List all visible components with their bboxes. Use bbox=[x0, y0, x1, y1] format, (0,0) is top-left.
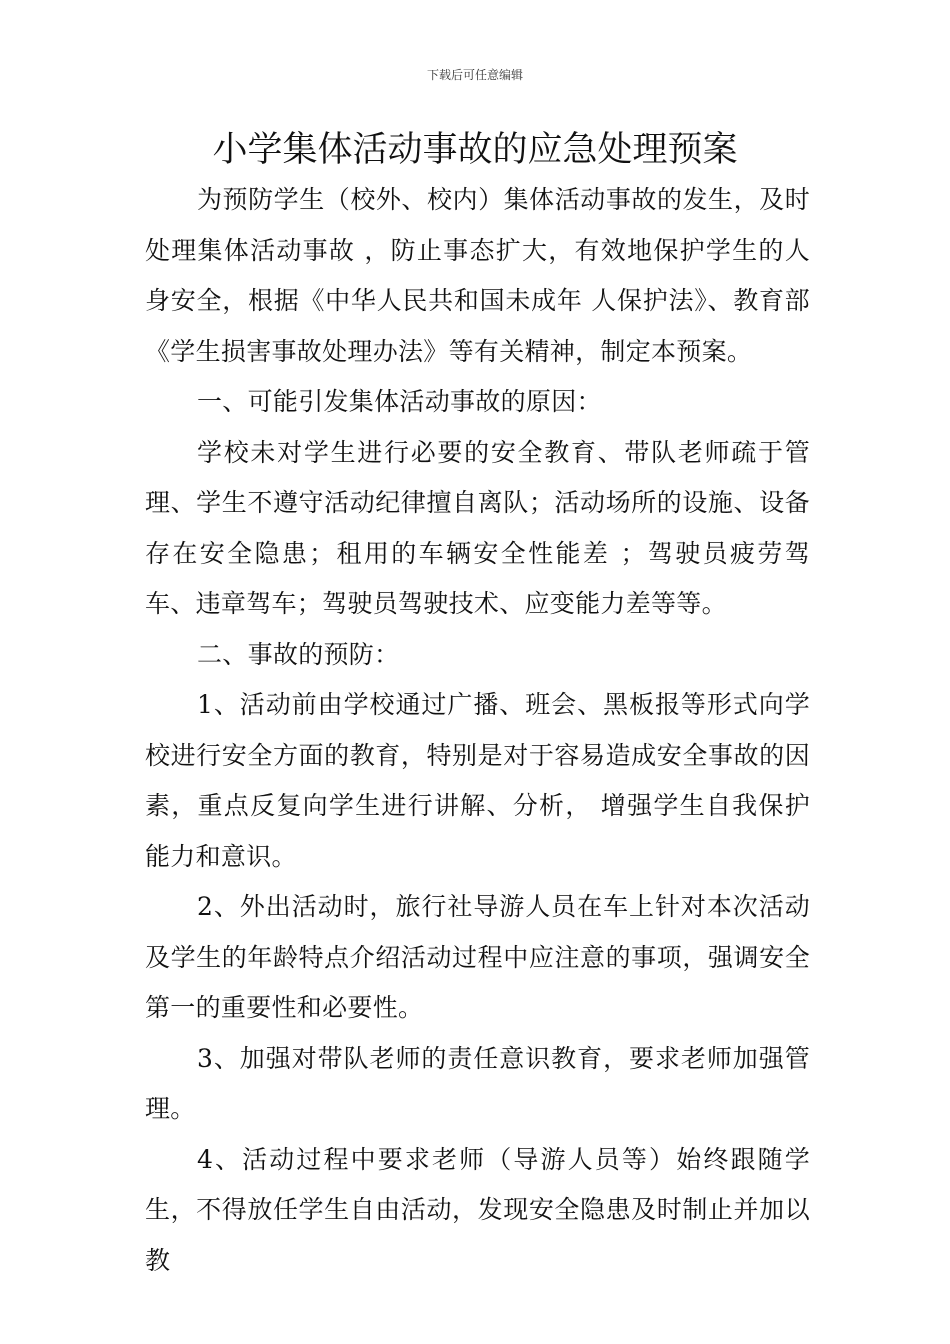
paragraph-prevention-2: 2、外出活动时，旅行社导游人员在车上针对本次活动及学生的年龄特点介绍活动过程中应注意的事项，强调安全第一的重要性和必要性。 bbox=[145, 892, 810, 1022]
document-title: 小学集体活动事故的应急处理预案 bbox=[212, 130, 738, 170]
header-note: 下载后可任意编辑 bbox=[426, 68, 523, 82]
section-heading-prevention: 二、事故的预防： bbox=[197, 639, 400, 669]
paragraph-prevention-4: 4、活动过程中要求老师（导游人员等）始终跟随学生，不得放任学生自由活动，发现安全隐患及时制止并加以教 bbox=[145, 1144, 810, 1275]
section-heading-causes: 一、可能引发集体活动事故的原因： bbox=[197, 387, 602, 416]
paragraph-causes: 学校未对学生进行必要的安全教育、带队老师疏于管理、学生不遵守活动纪律擅自离队；活动场所的设施、设备存在安全隐患；租用的车辆安全性能差 ；驾驶员疲劳驾车、违章驾车；驾驶员驾驶技术、应变能力差等等。 bbox=[145, 437, 810, 618]
paragraph-prevention-1: 1、活动前由学校通过广播、班会、黑板报等形式向学校进行安全方面的教育，特别是对于容易造成安全事故的因素，重点反复向学生进行讲解、分析， 增强学生自我保护能力和意识。 bbox=[145, 690, 810, 871]
document-body bbox=[145, 175, 810, 1286]
paragraph-intro: 为预防学生（校外、校内）集体活动事故的发生，及时处理集体活动事故 ，防止事态扩大，有效地保护学生的人身安全，根据《中华人民共和国未成年 人保护法》、教育部《学生损害事故处理办法》等有关精神，制定本预案。 bbox=[145, 185, 810, 366]
paragraph-prevention-3: 3、加强对带队老师的责任意识教育，要求老师加强管理。 bbox=[145, 1043, 810, 1123]
